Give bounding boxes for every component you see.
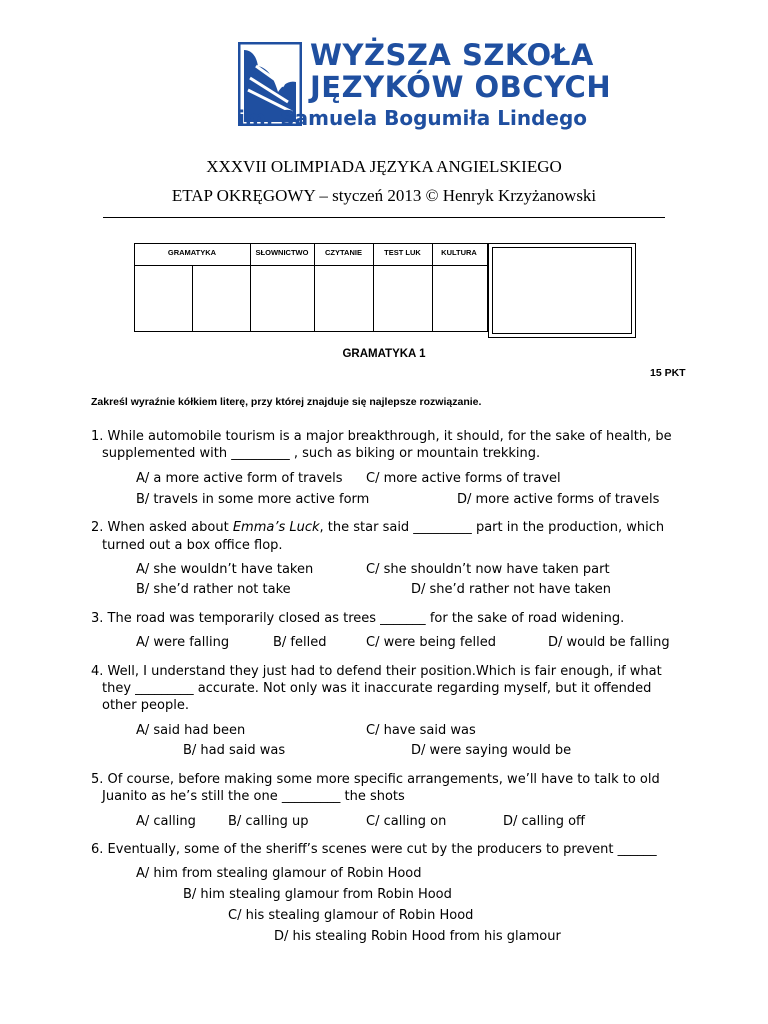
column-header-gramatyka: GRAMATYKA (167, 248, 217, 257)
question-text-line: 1. While automobile tourism is a major breakthrough, it should, for the sake of health, be (91, 429, 672, 444)
film-title: Emma’s Luck (232, 520, 320, 535)
answer-option-c[interactable]: C/ she shouldn’t now have taken part (366, 562, 610, 577)
answer-option-b[interactable]: B/ calling up (228, 814, 309, 829)
question-text-line: other people. (102, 698, 189, 713)
col-divider-1 (192, 265, 193, 331)
answer-option-d[interactable]: D/ calling off (503, 814, 586, 829)
column-header-czytanie: CZYTANIE (325, 248, 362, 257)
section-title: GRAMATYKA 1 (342, 348, 426, 360)
question-text-line: 4. Well, I understand they just had to defend their position.Which is fair enough, if what (91, 664, 662, 679)
question-text-part: , the star said _________ part in the production, which (319, 520, 665, 535)
table-header-row-divider (134, 265, 488, 266)
answer-option-a[interactable]: A/ a more active form of travels (136, 471, 343, 486)
question-text-part: 2. When asked about (91, 520, 233, 535)
answer-option-d[interactable]: D/ more active forms of travels (457, 492, 660, 507)
answer-option-b[interactable]: B/ she’d rather not take (136, 582, 291, 597)
answer-option-d[interactable]: D/ she’d rather not have taken (411, 582, 611, 597)
column-header-kultura: KULTURA (441, 248, 477, 257)
answer-option-d[interactable]: D/ were saying would be (411, 743, 572, 758)
logo-line-3: im. Samuela Bogumiła Lindego (238, 106, 588, 130)
answer-option-b[interactable]: B/ had said was (183, 743, 286, 758)
answer-option-c[interactable]: C/ were being felled (366, 635, 496, 650)
logo-line-2: JĘZYKÓW OBCYCH (310, 70, 612, 104)
answer-option-b[interactable]: B/ him stealing glamour from Robin Hood (183, 887, 452, 902)
page-title: XXXVII OLIMPIADA JĘZYKA ANGIELSKIEGO (206, 157, 562, 176)
answer-option-b[interactable]: B/ felled (273, 635, 327, 650)
answer-option-c[interactable]: C/ have said was (366, 723, 476, 738)
question-text-line: turned out a box office flop. (102, 538, 283, 553)
question-text-line: supplemented with _________ , such as biking or mountain trekking. (102, 446, 541, 461)
answer-option-c[interactable]: C/ calling on (366, 814, 447, 829)
question-text-line (91, 519, 664, 536)
answer-option-a[interactable]: A/ him from stealing glamour of Robin Hood (136, 866, 422, 881)
page-subtitle: ETAP OKRĘGOWY – styczeń 2013 © Henryk Krzyżanowski (171, 186, 597, 205)
answer-option-a[interactable]: A/ said had been (136, 723, 246, 738)
question-text-line: Juanito as he’s still the one _________ the shots (102, 789, 405, 804)
answer-option-a[interactable]: A/ she wouldn’t have taken (136, 562, 314, 577)
section-instruction: Zakreśl wyraźnie kółkiem literę, przy której znajduje się najlepsze rozwiązanie. (91, 396, 482, 408)
answer-option-b[interactable]: B/ travels in some more active form (136, 492, 370, 507)
logo-line-1: WYŻSZA SZKOŁA (310, 38, 594, 72)
answer-option-d[interactable]: D/ his stealing Robin Hood from his glamour (274, 929, 561, 944)
answer-option-c[interactable]: C/ more active forms of travel (366, 471, 561, 486)
header-divider (103, 217, 665, 218)
question-text-line: 3. The road was temporarily closed as trees _______ for the sake of road widening. (91, 611, 625, 626)
column-header-slownictwo: SŁOWNICTWO (255, 248, 309, 257)
question-text-line: 6. Eventually, some of the sheriff’s scenes were cut by the producers to prevent ______ (91, 842, 657, 857)
answer-option-a[interactable]: A/ were falling (136, 635, 230, 650)
question-text-line: they _________ accurate. Not only was it inaccurate regarding myself, but it offended (102, 681, 652, 696)
answer-option-d[interactable]: D/ would be falling (548, 635, 670, 650)
answer-option-a[interactable]: A/ calling (136, 814, 196, 829)
question-text-line: 5. Of course, before making some more specific arrangements, we’ll have to talk to old (91, 772, 660, 787)
section-points: 15 PKT (650, 367, 686, 379)
total-score-box-inner (492, 247, 632, 334)
column-header-test-luk: TEST LUK (384, 248, 421, 257)
answer-option-c[interactable]: C/ his stealing glamour of Robin Hood (228, 908, 474, 923)
